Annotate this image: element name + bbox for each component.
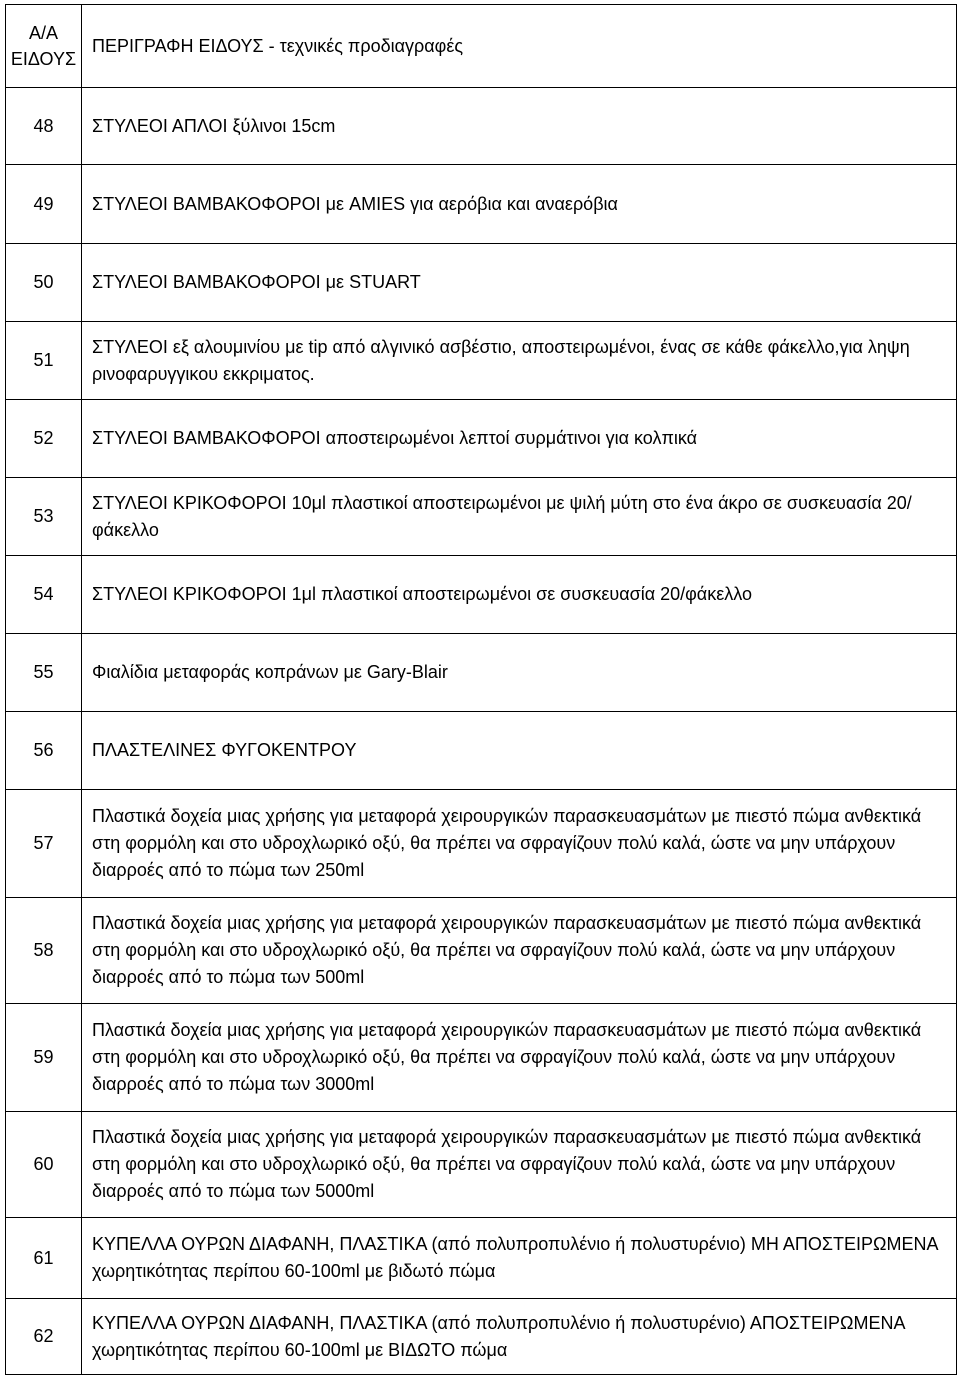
item-description: ΣΤΥΛΕΟΙ ΒΑΜΒΑΚΟΦΟΡΟΙ με AMIES για αερόβια και αναερόβια: [82, 165, 957, 244]
table-row: [6, 1218, 957, 1299]
item-description: ΣΤΥΛΕΟΙ εξ αλουμινίου με tip από αλγινικό ασβέστιο, αποστειρωμένοι, ένας σε κάθε φάκελλο,για ληψη ρινοφαρυγγικου εκκριματος.: [82, 322, 957, 400]
item-description: ΣΤΥΛΕΟΙ ΚΡΙΚΟΦΟΡΟΙ 10μl πλαστικοί αποστειρωμένοι με ψιλή μύτη στο ένα άκρο σε συσκευασία 20/φάκελλο: [82, 478, 957, 556]
item-description: ΚΥΠΕΛΛΑ ΟΥΡΩΝ ΔΙΑΦΑΝΗ, ΠΛΑΣΤΙΚΑ (από πολυπροπυλένιο ή πολυστυρένιο) ΑΠΟΣΤΕΙΡΩΜΕΝΑ χωρητικότητας περίπου 60-100ml με ΒΙΔΩΤΟ πώμα: [82, 1299, 957, 1375]
item-number: 60: [6, 1112, 82, 1218]
item-number: 51: [6, 322, 82, 400]
item-description: Πλαστικά δοχεία μιας χρήσης για μεταφορά χειρουργικών παρασκευασμάτων με πιεστό πώμα ανθεκτικά στη φορμόλη και στο υδροχλωρικό οξύ, θα πρέπει να σφραγίζουν πολύ καλά, ώστε να μην υπάρχουν διαρροές από το πώμα των 500ml: [82, 898, 957, 1004]
item-number: 54: [6, 556, 82, 634]
item-number: 48: [6, 88, 82, 165]
description-header: ΠΕΡΙΓΡΑΦΗ ΕΙΔΟΥΣ - τεχνικές προδιαγραφές: [82, 5, 957, 88]
table-row: [6, 244, 957, 322]
table-row: [6, 478, 957, 556]
item-number: 56: [6, 712, 82, 790]
item-description: Πλαστικά δοχεία μιας χρήσης για μεταφορά χειρουργικών παρασκευασμάτων με πιεστό πώμα ανθεκτικά στη φορμόλη και στο υδροχλωρικό οξύ, θα πρέπει να σφραγίζουν πολύ καλά, ώστε να μην υπάρχουν διαρροές από το πώμα των 3000ml: [82, 1004, 957, 1112]
item-number: 61: [6, 1218, 82, 1299]
item-number: 53: [6, 478, 82, 556]
item-number: 52: [6, 400, 82, 478]
table-row: [6, 165, 957, 244]
item-description: Φιαλίδια μεταφοράς κοπράνων με Gary-Blair: [82, 634, 957, 712]
item-description: Πλαστικά δοχεία μιας χρήσης για μεταφορά χειρουργικών παρασκευασμάτων με πιεστό πώμα ανθεκτικά στη φορμόλη και στο υδροχλωρικό οξύ, θα πρέπει να σφραγίζουν πολύ καλά, ώστε να μην υπάρχουν διαρροές από το πώμα των 5000ml: [82, 1112, 957, 1218]
table-row: [6, 790, 957, 898]
item-number-header-line1: Α/Α: [28, 23, 58, 43]
table-row: [6, 634, 957, 712]
item-description: ΠΛΑΣΤΕΛΙΝΕΣ ΦΥΓΟΚΕΝΤΡΟΥ: [82, 712, 957, 790]
item-description: Πλαστικά δοχεία μιας χρήσης για μεταφορά χειρουργικών παρασκευασμάτων με πιεστό πώμα ανθεκτικά στη φορμόλη και στο υδροχλωρικό οξύ, θα πρέπει να σφραγίζουν πολύ καλά, ώστε να μην υπάρχουν διαρροές από το πώμα των 250ml: [82, 790, 957, 898]
table-row: [6, 88, 957, 165]
table-row: [6, 1112, 957, 1218]
item-description: ΣΤΥΛΕΟΙ ΒΑΜΒΑΚΟΦΟΡΟΙ με STUART: [82, 244, 957, 322]
item-number-header-line2: ΕΙΔΟΥΣ: [10, 49, 77, 69]
table-row: [6, 322, 957, 400]
item-number: 57: [6, 790, 82, 898]
item-number: 58: [6, 898, 82, 1004]
item-description: ΣΤΥΛΕΟΙ ΑΠΛΟΙ ξύλινοι 15cm: [82, 88, 957, 165]
item-number: 62: [6, 1299, 82, 1375]
item-number: 49: [6, 165, 82, 244]
table-row: [6, 712, 957, 790]
item-number: 59: [6, 1004, 82, 1112]
item-number: 55: [6, 634, 82, 712]
table-row: [6, 556, 957, 634]
table-row: [6, 1004, 957, 1112]
specifications-table: [5, 4, 957, 1375]
table-row: [6, 898, 957, 1004]
table-row: [6, 400, 957, 478]
item-description: ΚΥΠΕΛΛΑ ΟΥΡΩΝ ΔΙΑΦΑΝΗ, ΠΛΑΣΤΙΚΑ (από πολυπροπυλένιο ή πολυστυρένιο) ΜΗ ΑΠΟΣΤΕΙΡΩΜΕΝΑ χωρητικότητας περίπου 60-100ml με βιδωτό πώμα: [82, 1218, 957, 1299]
item-description: ΣΤΥΛΕΟΙ ΒΑΜΒΑΚΟΦΟΡΟΙ αποστειρωμένοι λεπτοί συρμάτινοι για κολπικά: [82, 400, 957, 478]
header-row: [6, 5, 957, 88]
table-row: [6, 1299, 957, 1375]
item-number-header: [6, 5, 82, 88]
item-number: 50: [6, 244, 82, 322]
item-description: ΣΤΥΛΕΟΙ ΚΡΙΚΟΦΟΡΟΙ 1μl πλαστικοί αποστειρωμένοι σε συσκευασία 20/φάκελλο: [82, 556, 957, 634]
